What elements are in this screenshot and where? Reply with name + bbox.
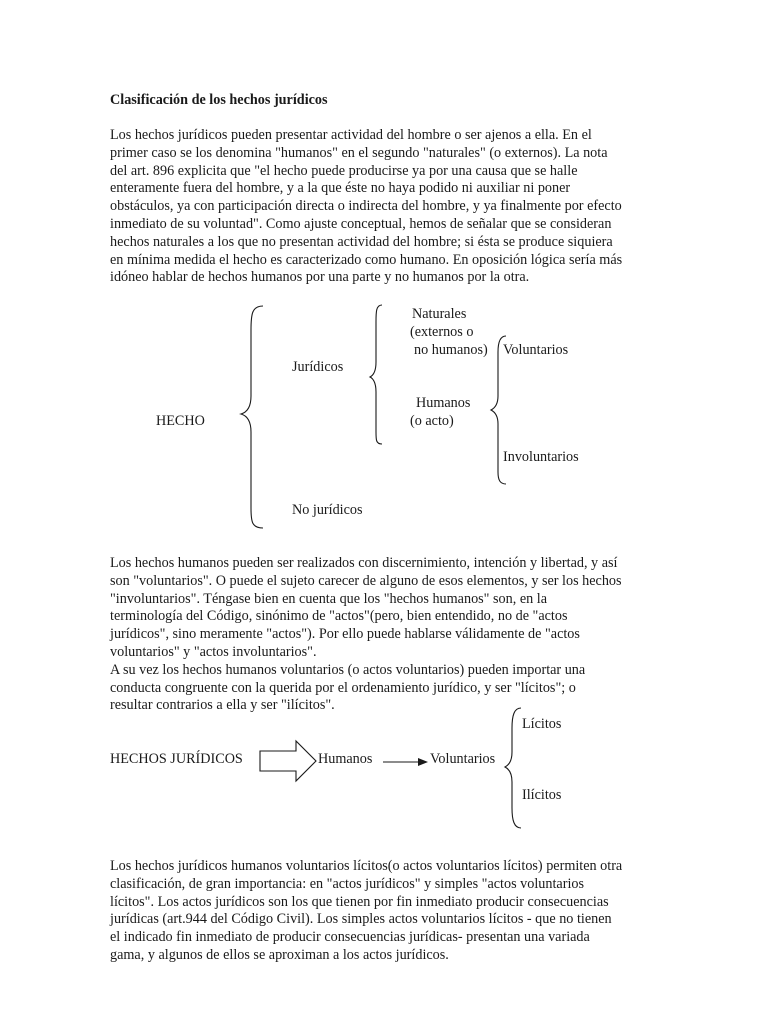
label-hecho: HECHO: [156, 413, 205, 429]
label-hechos-juridicos: HECHOS JURÍDICOS: [110, 751, 243, 767]
label-humanos-2: Humanos: [318, 751, 373, 767]
text-line: clasificación, de gran importancia: en "actos jurídicos" y simples "actos voluntarios: [110, 875, 584, 892]
text-line: resultar contrarios a ella y ser "ilícitos".: [110, 697, 335, 714]
text-line: A su vez los hechos humanos voluntarios (o actos voluntarios) pueden importar una: [110, 661, 586, 678]
text-line: terminología del Código, sinónimo de "actos"(pero, bien entendido, no de "actos: [110, 608, 568, 625]
text-line: lícitos". Los actos jurídicos son los que tienen por fin inmediato producir consecuencias: [110, 893, 609, 910]
label-licitos: Lícitos: [522, 716, 562, 732]
text-line: del art. 896 explicita que "el hecho puede producirse ya por una causa que se halle: [110, 162, 578, 179]
label-naturales: Naturales: [412, 306, 467, 322]
label-no-humanos: no humanos): [414, 342, 488, 358]
text-line: en mínima medida el hecho es caracterizado como humano. En oposición lógica sería más: [110, 251, 623, 268]
section-title: Clasificación de los hechos jurídicos: [110, 92, 328, 108]
brace-juridicos: [370, 305, 382, 444]
text-line: Los hechos jurídicos pueden presentar actividad del hombre o ser ajenos a ella. En el: [110, 127, 592, 143]
label-voluntarios-2: Voluntarios: [430, 751, 496, 767]
text-line: Los hechos humanos pueden ser realizados con discernimiento, intención y libertad, y así: [110, 555, 618, 571]
text-line: gama, y algunos de ellos se aproximan a los actos jurídicos.: [110, 946, 449, 963]
paragraph-voluntarios: [110, 555, 670, 715]
label-o-acto: (o acto): [410, 413, 454, 429]
text-line: jurídicas (art.944 del Código Civil). Los simples actos voluntarios lícitos - que no tienen: [110, 911, 612, 928]
text-line: conducta congruente con la querida por el ordenamiento jurídico, y ser "lícitos"; o: [110, 679, 576, 696]
brace-voluntarios: [505, 708, 521, 828]
text-line: enteramente fuera del hombre, y a la que éste no haya podido ni auxiliar ni poner: [110, 180, 571, 197]
text-line: primer caso se los denomina "humanos" en el segundo "naturales" (o externos). La nota: [110, 144, 608, 161]
text-line: voluntarios" y "actos involuntarios".: [110, 643, 317, 660]
label-voluntarios: Voluntarios: [503, 342, 569, 358]
arrow-head: [418, 758, 428, 766]
text-line: jurídicos", sino meramente "actos"). Por ello puede hablarse válidamente de "actos: [110, 626, 580, 643]
label-no-juridicos: No jurídicos: [292, 502, 363, 518]
label-involuntarios: Involuntarios: [503, 449, 579, 465]
text-line: idóneo hablar de hechos humanos por una parte y no humanos por la otra.: [110, 269, 530, 286]
text-line: "involuntarios". Téngase bien en cuenta que los "hechos humanos" son, en la: [110, 590, 547, 607]
text-line: obstáculos, ya con participación directa o indirecta del hombre, y ya finalmente por efecto: [110, 198, 622, 215]
paragraph-actos-juridicos: [110, 858, 670, 965]
label-ilicitos: Ilícitos: [522, 787, 562, 803]
text-line: Los hechos jurídicos humanos voluntarios lícitos(o actos voluntarios lícitos) permiten otra: [110, 858, 623, 874]
text-line: el indicado fin inmediato de producir consecuencias jurídicas- presentan una variada: [110, 929, 590, 946]
block-arrow: [260, 741, 316, 781]
label-externos: (externos o: [410, 324, 474, 340]
label-humanos: Humanos: [416, 395, 471, 411]
label-juridicos: Jurídicos: [292, 359, 344, 375]
brace-hecho: [241, 306, 263, 528]
text-line: inmediato de su voluntad". Como ajuste conceptual, hemos de señalar que se consideran: [110, 215, 612, 232]
text-line: son "voluntarios". O puede el sujeto carecer de alguno de esos elementos, y ser los hechos: [110, 572, 622, 589]
text-line: hechos naturales a los que no presentan actividad del hombre; si ésta se produce siquiera: [110, 233, 613, 250]
